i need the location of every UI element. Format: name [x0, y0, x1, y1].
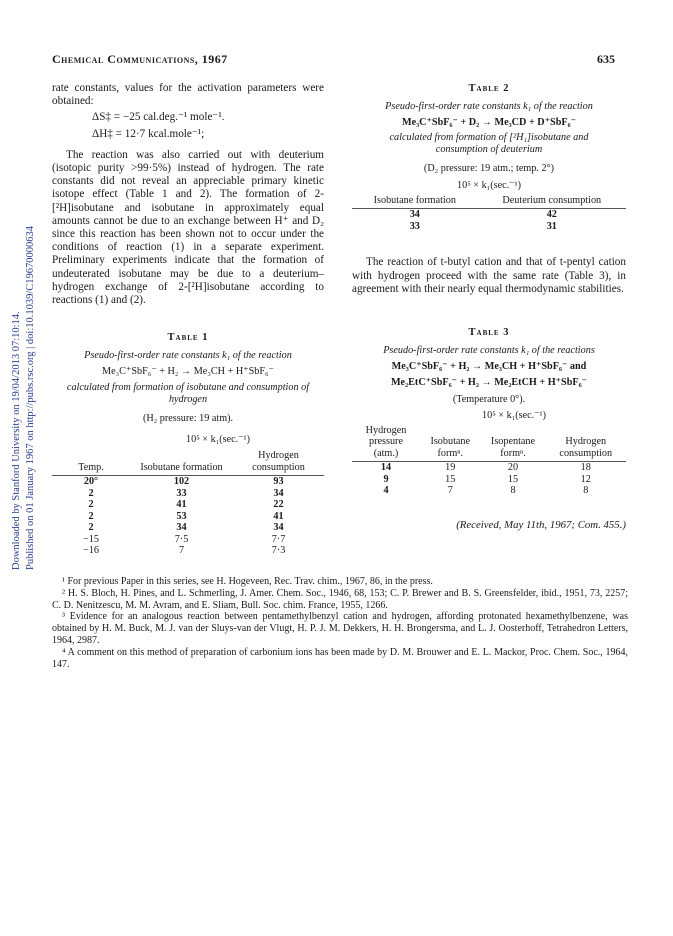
received-note: (Received, May 11th, 1967; Com. 455.) — [456, 518, 626, 531]
download-watermark — [10, 226, 38, 570]
table-cell: 20 — [507, 462, 519, 474]
table-cell: 22 — [273, 499, 284, 511]
left-column — [52, 82, 324, 557]
table-1-caption: Table 1 — [167, 332, 209, 344]
table-3-condition: (Temperature 0°). — [452, 393, 526, 405]
table-cell: 42 — [546, 209, 557, 221]
table-2-grid — [352, 195, 626, 233]
table-row — [352, 485, 626, 497]
table-1-grid — [52, 450, 324, 557]
table-cell: 7 — [178, 545, 185, 557]
table-1-reaction: Me₃C⁺SbF₆⁻ + H₂ → Me₃CH + H⁺SbF₆⁻ — [102, 366, 274, 378]
table-row — [52, 511, 324, 523]
table-row — [352, 221, 626, 233]
table-row — [52, 488, 324, 500]
table-1-condition: (H₂ pressure: 19 atm). — [142, 412, 234, 424]
table-1-header-temp: Temp. — [78, 461, 104, 473]
table-1-unit: 10⁵ × k₁(sec.⁻¹) — [186, 433, 250, 445]
entropy-equation: ΔS‡ = −25 cal.deg.⁻¹ mole⁻¹. — [92, 111, 225, 124]
table-cell: 2 — [88, 510, 94, 522]
table-cell: 33 — [176, 487, 187, 499]
table-2 — [352, 82, 626, 232]
table-cell: 53 — [176, 510, 187, 522]
table-cell: 7 — [447, 485, 453, 497]
table-3-header-isopentane: Isopentane formⁿ. — [490, 436, 536, 459]
table-3-caption: Table 3 — [468, 326, 510, 338]
table-cell: 8 — [583, 485, 589, 497]
table-row — [52, 499, 324, 511]
table-2-unit: 10⁵ × k₁(sec.⁻¹) — [457, 179, 521, 191]
journal-header: Chemical Communications, 1967 — [52, 52, 228, 66]
table-cell: 20° — [83, 476, 99, 488]
table-cell: 9 — [383, 473, 389, 485]
footnotes — [52, 576, 628, 670]
table-3-grid — [352, 425, 626, 497]
table-cell: 8 — [510, 485, 516, 497]
table-2-subtitle: calculated from formation of [²H₁]isobutane and consumption of deuterium — [389, 132, 589, 156]
footnote-2: ² H. S. Bloch, H. Pines, and L. Schmerling, J. Amer. Chem. Soc., 1946, 68, 153; C. P. Brewer and B. S. Greensfelder, ibid., 1951, 73, 2257; C. D. Nenitzescu, M. M. Avram, and E. Sliam, Bull. Soc. chim. France, 1955, 1266. — [52, 587, 628, 611]
enthalpy-equation: ΔH‡ = 12·7 kcal.mole⁻¹; — [92, 127, 205, 140]
table-2-condition: (D₂ pressure: 19 atm.; temp. 2°) — [423, 163, 555, 175]
table-cell: 7·3 — [271, 545, 286, 557]
table-cell: 34 — [273, 522, 284, 534]
table-1-header-hydrogen: Hydrogen consumption — [252, 450, 305, 473]
footnote-3: ³ Evidence for an analogous reaction between pentamethylbenzyl cation and hydrogen, affording protonated hexamethylbenzene, was obtained by H. M. Buck, M. J. van der Sluys-van der Vlugt, H. P. J. M. Dekkers, H. H. Brongersma, and L. J. Oosterhoff, Tetrahedron Letters, 1964, 2987. — [52, 611, 628, 646]
table-cell: 34 — [273, 487, 284, 499]
table-cell: 33 — [409, 220, 420, 232]
table-cell: 18 — [580, 462, 591, 474]
table-row — [352, 462, 626, 474]
page-number: 635 — [597, 52, 615, 66]
table-cell: −15 — [83, 533, 99, 545]
table-row — [52, 534, 324, 546]
table-row — [52, 522, 324, 534]
table-cell: 34 — [176, 522, 187, 534]
table-3-header-hydrogen: Hydrogen consumption — [559, 436, 613, 459]
table-1-header-isobutane: Isobutane formation — [140, 461, 223, 473]
table-3-title: Pseudo-first-order rate constants k₁ of the reactions — [383, 345, 595, 357]
download-line: Downloaded by Stanford University on 19/04/2013 07:10:14. — [11, 311, 22, 570]
table-2-caption: Table 2 — [468, 83, 510, 94]
table-3-header-pressure: Hydrogen pressure (atm.) — [365, 424, 407, 459]
table-cell: −16 — [83, 545, 99, 557]
table-1 — [52, 331, 324, 556]
table-cell: 7·7 — [271, 533, 286, 545]
table-3-header-isobutane: Isobutane formⁿ. — [430, 436, 471, 459]
doi-line: Published on 01 January 1967 on http://pubs.rsc.org | doi:10.1039/C19670000634 — [25, 225, 36, 570]
table-cell: 41 — [176, 499, 187, 511]
table-cell: 102 — [173, 476, 190, 488]
footnote-4: ⁴ A comment on this method of preparation of carbonium ions has been made by D. M. Brouwer and E. L. Mackor, Proc. Chem. Soc., 1964, 147. — [52, 646, 628, 670]
table-cell: 34 — [409, 209, 420, 221]
table-cell: 15 — [507, 473, 519, 485]
table-cell: 12 — [580, 473, 591, 485]
table-2-title: Pseudo-first-order rate constants k₁ of the reaction — [385, 101, 593, 113]
table-cell: 93 — [273, 476, 284, 488]
table-2-header-isobutane: Isobutane formation — [373, 194, 456, 206]
footnote-1: ¹ For previous Paper in this series, see H. Hogeveen, Rec. Trav. chim., 1967, 86, in the press. — [62, 576, 433, 587]
table-2-header-deuterium: Deuterium consumption — [502, 194, 602, 206]
table-cell: 4 — [383, 485, 389, 497]
table-cell: 2 — [88, 487, 94, 499]
table-cell: 2 — [88, 499, 94, 511]
table-row — [52, 476, 324, 488]
table-row — [352, 474, 626, 486]
table-cell: 7·5 — [174, 533, 189, 545]
table-cell: 15 — [445, 473, 456, 485]
table-2-reaction: Me₃C⁺SbF₆⁻ + D₂ → Me₃CD + D⁺SbF₆⁻ — [401, 117, 577, 129]
right-column — [352, 82, 626, 532]
body-paragraph: The reaction was also carried out with deuterium (isotopic purity >99·5%) instead of hydrogen. The rate constants did not reveal an appreciable primary kinetic isotope effect (Table 1 and 2). The formation of 2-[²H]isobutane and isobutane in approximately equal amounts cannot be due to an exchange between H⁺ and D₂ since this reaction has been shown not to occur under the conditions of reaction (1) in a separate experiment. Preliminary experiments indicate that the formation of undeuterated isobutane may be due to a deuterium–hydrogen exchange of 2-[²H]isobutane according to reactions (1) and (2). — [52, 148, 324, 307]
table-cell: 19 — [445, 462, 456, 474]
intro-text: rate constants, values for the activation parameters were obtained: — [52, 82, 324, 108]
table-cell: 2 — [88, 522, 94, 534]
table-3-reaction-2: Me₂EtC⁺SbF₆⁻ + H₂ → Me₂EtCH + H⁺SbF₆⁻ — [390, 377, 588, 389]
table-cell: 31 — [546, 220, 557, 232]
table-row — [52, 545, 324, 557]
body-paragraph-right: The reaction of t-butyl cation and that of t-pentyl cation with hydrogen proceed with the same rate (Table 3), in agreement with their nearly equal thermodynamic stabilities. — [352, 256, 626, 295]
table-cell: 41 — [273, 510, 284, 522]
table-3-reaction-1: Me₃C⁺SbF₆⁻ + H₂ → Me₃CH + H⁺SbF₆⁻ and — [391, 361, 587, 373]
table-1-title: Pseudo-first-order rate constants k₁ of the reaction — [84, 350, 292, 362]
table-cell: 14 — [380, 462, 392, 474]
table-3 — [352, 326, 626, 532]
table-row — [352, 209, 626, 221]
table-3-unit: 10⁵ × k₁(sec.⁻¹) — [482, 409, 546, 421]
table-1-subtitle: calculated from formation of isobutane and consumption of hydrogen — [66, 381, 310, 405]
